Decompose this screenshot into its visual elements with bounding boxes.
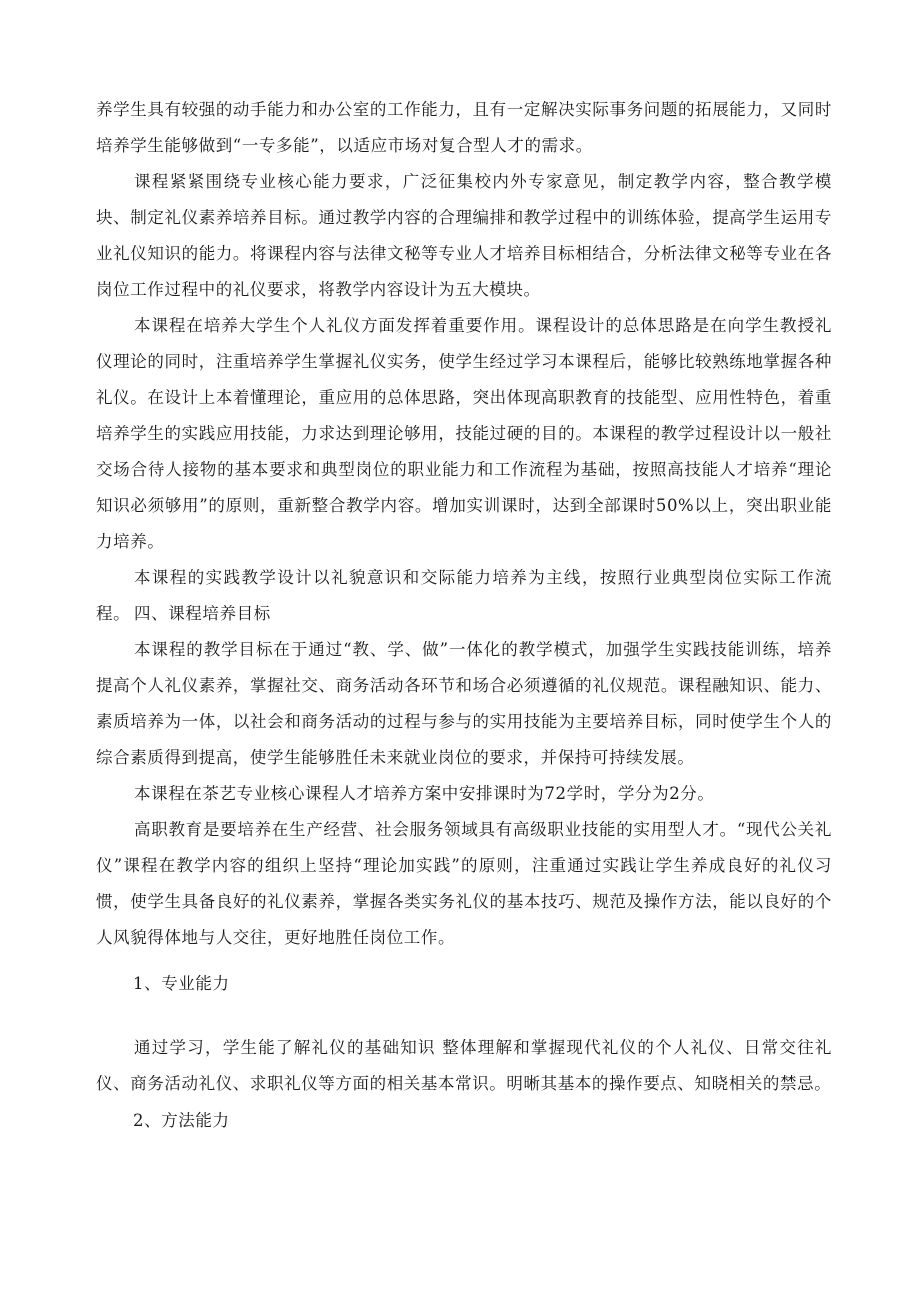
section-heading-4: 四、课程培养目标 <box>134 604 271 623</box>
paragraph-2: 课程紧紧围绕专业核心能力要求，广泛征集校内外专家意见，制定教学内容，整合教学模块、制定礼仪素养培养目标。通过教学内容的合理编排和教学过程中的训练体验，提高学生运用专业礼仪知识的能力。将课程内容与法律文秘等专业人才培养目标相结合，分析法律文秘等专业在各岗位工作过程中的礼仪要求，将教学内容设计为五大模块。 <box>96 172 832 299</box>
paragraph-4: 本课程的实践教学设计以礼貌意识和交际能力培养为主线，按照行业典型岗位实际工作流程。 <box>96 568 832 623</box>
paragraph-1: 养学生具有较强的动手能力和办公室的工作能力，且有一定解决实际事务问题的拓展能力，又同时培养学生能够做到“一专多能”，以适应市场对复合型人才的需求。 <box>96 100 832 155</box>
paragraph-7: 高职教育是要培养在生产经营、社会服务领域具有高级职业技能的实用型人才。“现代公关礼仪”课程在教学内容的组织上坚持“理论加实践”的原则，注重通过实践让学生养成良好的礼仪习惯，使学生具备良好的礼仪素养，掌握各类实务礼仪的基本技巧、规范及操作方法，能以良好的个人风貌得体地与人交往，更好地胜任岗位工作。 <box>96 820 832 947</box>
paragraph-6: 本课程在茶艺专业核心课程人才培养方案中安排课时为72学时，学分为2分。 <box>134 784 715 803</box>
paragraph-3: 本课程在培养大学生个人礼仪方面发挥着重要作用。课程设计的总体思路是在向学生教授礼仪理论的同时，注重培养学生掌握礼仪实务，使学生经过学习本课程后，能够比较熟练地掌握各种礼仪。在设计上本着懂理论，重应用的总体思路，突出体现高职教育的技能型、应用性特色，着重培养学生的实践应用技能，力求达到理论够用，技能过硬的目的。本课程的教学过程设计以一般社交场合待人接物的基本要求和典型岗位的职业能力和工作流程为基础，按照高技能人才培养“理论知识必须够用”的原则，重新整合教学内容。增加实训课时，达到全部课时50%以上，突出职业能力培养。 <box>96 316 832 551</box>
list-item-method-ability: 2、方法能力 <box>133 1111 230 1130</box>
paragraph-8: 通过学习，学生能了解礼仪的基础知识 整体理解和掌握现代礼仪的个人礼仪、日常交往礼仪、商务活动礼仪、求职礼仪等方面的相关基本常识。明晰其基本的操作要点、知晓相关的禁忌。 <box>96 1038 832 1093</box>
paragraph-5: 本课程的教学目标在于通过“教、学、做”一体化的教学模式，加强学生实践技能训练，培养提高个人礼仪素养，掌握社交、商务活动各环节和场合必须遵循的礼仪规范。课程融知识、能力、素质培养为一体，以社会和商务活动的过程与参与的实用技能为主要培养目标，同时使学生个人的综合素质得到提高，使学生能够胜任未来就业岗位的要求，并保持可持续发展。 <box>96 640 832 767</box>
list-item-professional-ability: 1、专业能力 <box>133 974 230 993</box>
